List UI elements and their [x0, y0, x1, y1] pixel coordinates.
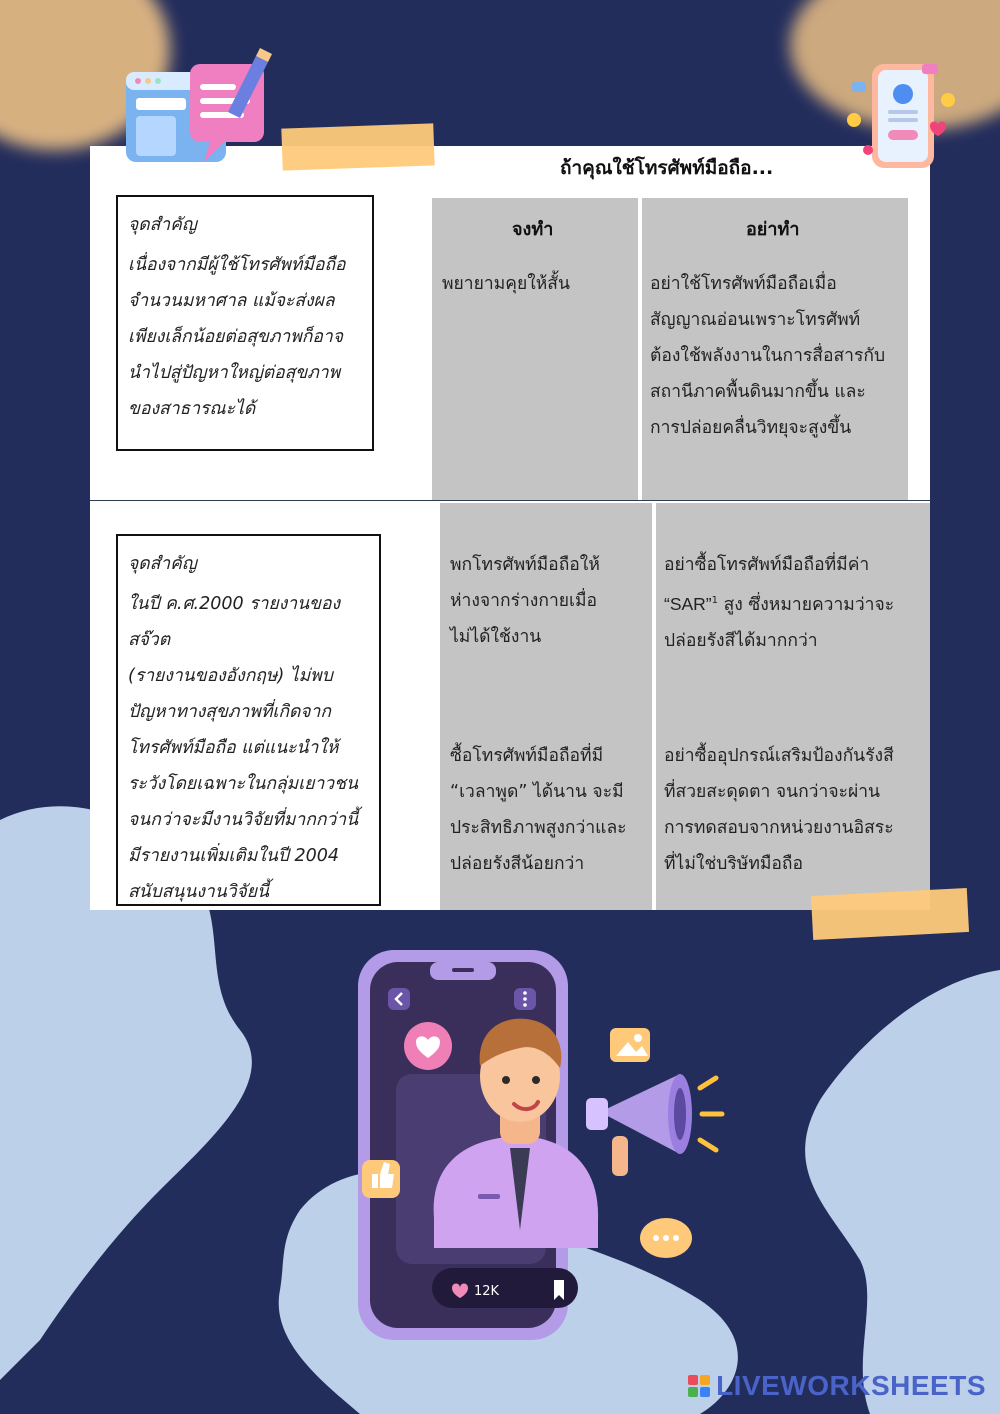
tape-bottom — [811, 888, 969, 940]
key-point-line: จนกว่าจะมีงานวิจัยที่มากกว่านี้ — [128, 810, 359, 830]
likes-count: 12K — [474, 1284, 500, 1299]
social-phone-icon — [838, 54, 968, 178]
dont-column-header: อย่าทำ — [746, 219, 800, 240]
page-title: ถ้าคุณใช้โทรศัพท์มือถือ... — [560, 157, 774, 179]
key-point-line: นำไปสู่ปัญหาใหญ่ต่อสุขภาพ — [128, 363, 341, 383]
dont-cell-2-line: ปล่อยรังสีได้มากกว่า — [664, 630, 818, 651]
key-point-line: ปัญหาทางสุขภาพที่เกิดจาก — [128, 702, 331, 722]
dont-cell-2-line: อย่าซื้อโทรศัพท์มือถือที่มีค่า — [664, 555, 870, 575]
key-point-line: ระวังโดยเฉพาะในกลุ่มเยาวชน — [128, 774, 358, 794]
key-point-line: (รายงานของอังกฤษ) ไม่พบ — [128, 666, 333, 686]
tape-top — [281, 123, 434, 170]
edit-document-icon — [124, 44, 274, 184]
section-divider — [90, 500, 930, 501]
do-cell-1: พยายามคุยให้สั้น — [442, 274, 570, 294]
do-column-header: จงทำ — [512, 219, 554, 240]
dont-cell-2-text: สูง ซึ่งหมายความว่าจะ — [718, 594, 895, 615]
dont-cell-2 — [664, 547, 928, 659]
key-point-heading: จุดสำคัญ — [128, 215, 197, 235]
key-point-line: มีรายงานเพิ่มเติมในปี 2004 — [128, 846, 339, 866]
key-point-line: เพียงเล็กน้อยต่อสุขภาพก็อาจ — [128, 327, 343, 347]
dont-cell-3: อย่าซื้ออุปกรณ์เสริมป้องกันรังสี ที่สวยสะดุดตา จนกว่าจะผ่าน การทดสอบจากหน่วยงานอิสระ ที่ไม่ใช่บริษัทมือถือ — [664, 746, 894, 874]
logo-text: LIVEWORKSHEETS — [716, 1370, 986, 1401]
footnote-marker: 1 — [711, 595, 719, 606]
logo-mark-icon — [688, 1375, 710, 1397]
key-point-line: จำนวนมหาศาล แม้จะส่งผล — [128, 291, 335, 311]
dont-cell-1: อย่าใช้โทรศัพท์มือถือเมื่อ สัญญาณอ่อนเพราะโทรศัพท์ ต้องใช้พลังงานในการสื่อสารกับ สถานีภาคพื้นดินมากขึ้น และ การปล่อยคลื่นวิทยุจะสูงขึ้น — [650, 274, 886, 438]
do-cell-2: พกโทรศัพท์มือถือให้ ห่างจากร่างกายเมื่อ ไม่ได้ใช้งาน — [450, 555, 600, 647]
do-cell-3: ซื้อโทรศัพท์มือถือที่มี “เวลาพูด” ได้นาน จะมี ประสิทธิภาพสูงกว่าและ ปล่อยรังสีน้อยกว่า — [450, 746, 627, 874]
key-point-box-1 — [116, 195, 374, 451]
sar-term: “SAR” — [664, 593, 712, 614]
do-column-bg-top — [432, 198, 638, 500]
phone-megaphone-illustration — [350, 948, 750, 1348]
key-point-line: สนับสนุนงานวิจัยนี้ — [128, 882, 269, 902]
key-point-line: ในปี ค.ศ.2000 รายงานของสจ๊วต — [128, 594, 341, 650]
key-point-line: โทรศัพท์มือถือ แต่แนะนำให้ — [128, 738, 339, 758]
key-point-heading: จุดสำคัญ — [128, 554, 197, 574]
key-point-line: ของสาธารณะได้ — [128, 399, 256, 419]
key-point-line: เนื่องจากมีผู้ใช้โทรศัพท์มือถือ — [128, 255, 346, 275]
key-point-box-2 — [116, 534, 381, 906]
liveworksheets-logo[interactable] — [688, 1370, 986, 1402]
dont-cell-2-line — [664, 583, 928, 623]
